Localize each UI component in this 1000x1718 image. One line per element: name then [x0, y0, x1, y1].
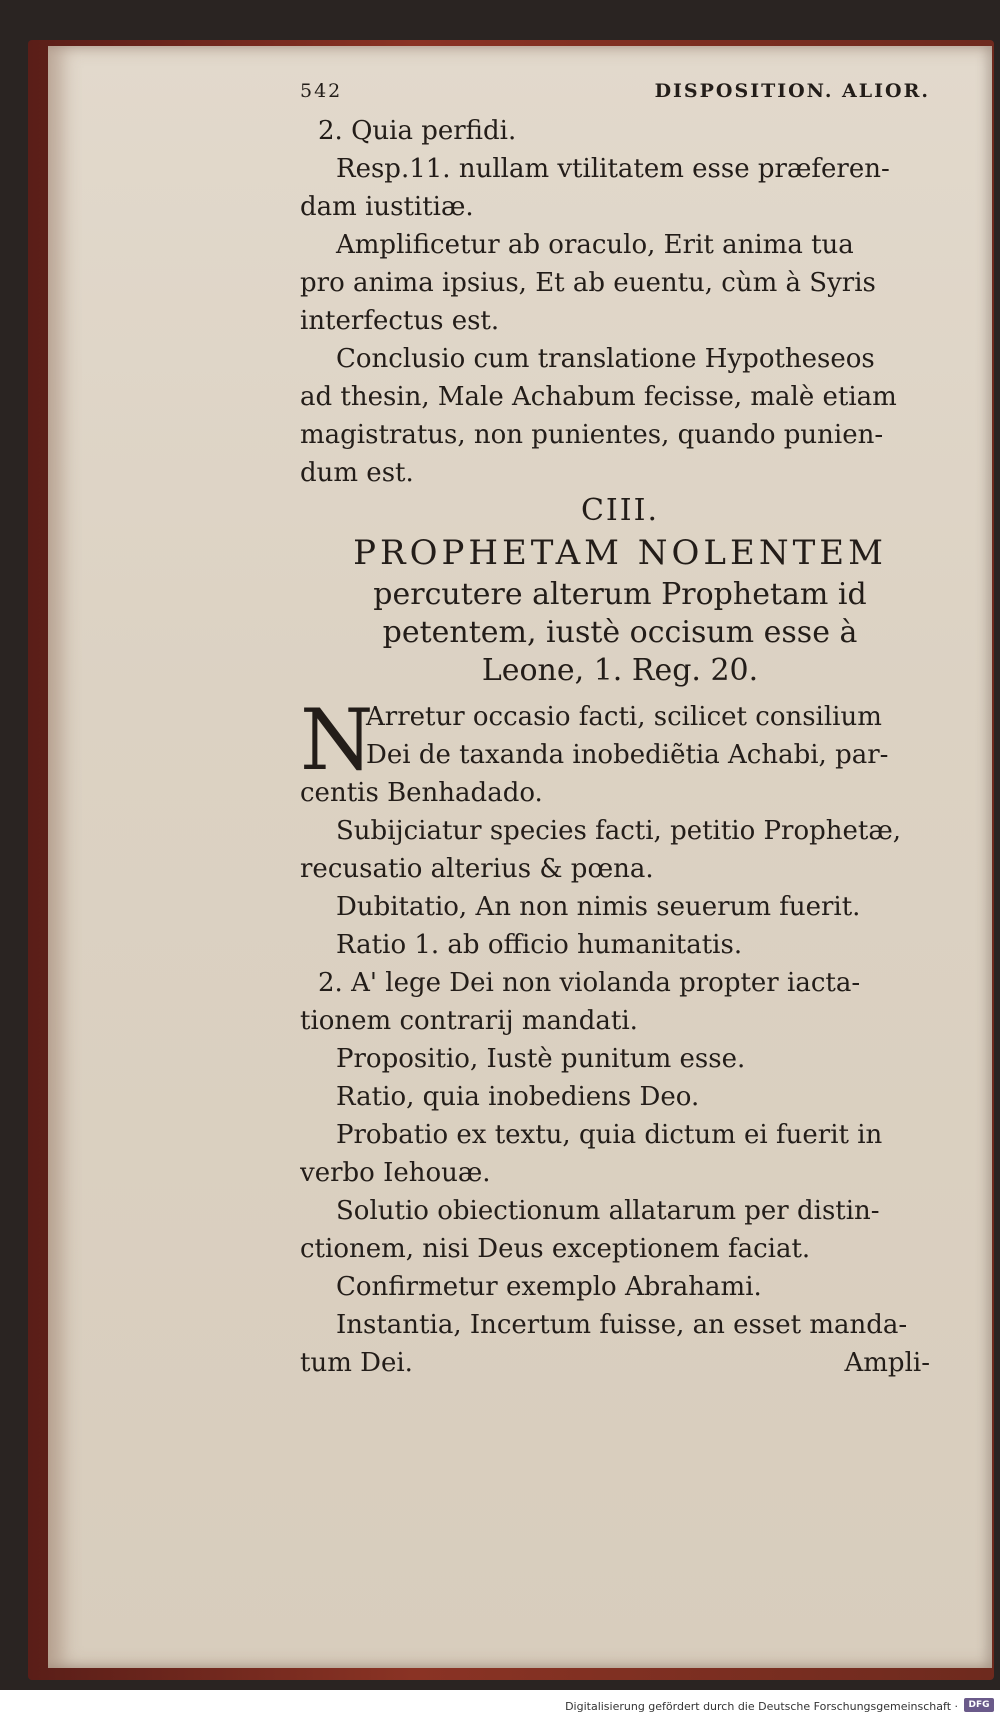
- section-title-line: Leone, 1. Reg. 20.: [481, 653, 759, 688]
- text-line: Probatio ex textu, quia dictum ei fuerit in: [336, 1120, 883, 1150]
- dfg-logo: DFG: [964, 1698, 994, 1712]
- last-line: [300, 1344, 940, 1382]
- text-line: Dei de taxanda inobediẽtia Achabi, par-: [366, 740, 889, 770]
- running-title: DISPOSITION. ALIOR.: [654, 80, 930, 102]
- text-line: Arretur occasio facti, scilicet consilium: [366, 702, 882, 732]
- text-line: magistratus, non punientes, quando punien-: [300, 420, 884, 450]
- running-header: [300, 80, 930, 106]
- text-line: Dubitatio, An non nimis seuerum fuerit.: [336, 892, 861, 922]
- text-line: pro anima ipsius, Et ab euentu, cùm à Syris: [300, 268, 876, 298]
- text-line: Amplificetur ab oraculo, Erit anima tua: [336, 230, 854, 260]
- text-line: recusatio alterius & pœna.: [300, 854, 654, 884]
- text-line: Propositio, Iustè punitum esse.: [336, 1044, 746, 1074]
- text-line: Subijciatur species facti, petitio Prophetæ,: [336, 816, 902, 846]
- section-number: CIII.: [580, 493, 660, 528]
- text-line: interfectus est.: [300, 306, 500, 336]
- drop-cap-initial: N: [300, 691, 374, 789]
- text-line: 2. Quia perfidi.: [318, 116, 517, 146]
- text-line: ad thesin, Male Achabum fecisse, malè etiam: [300, 382, 897, 412]
- page-number: 542: [300, 80, 343, 102]
- text-line: Confirmetur exemplo Abrahami.: [336, 1272, 762, 1302]
- digitization-footer: [0, 1694, 1000, 1718]
- section-title-line: PROPHETAM NOLENTEM: [353, 533, 887, 573]
- text-line: Solutio obiectionum allatarum per distin-: [336, 1196, 880, 1226]
- bottom-paragraphs: [300, 774, 940, 1344]
- footer-credit: Digitalisierung gefördert durch die Deutsche Forschungsgemeinschaft ·: [565, 1700, 958, 1713]
- section-title-line: petentem, iustè occisum esse à: [382, 615, 858, 650]
- text-line: Instantia, Incertum fuisse, an esset manda-: [336, 1310, 908, 1340]
- text-line: Ratio, quia inobediens Deo.: [336, 1082, 700, 1112]
- text-line: tionem contrarij mandati.: [300, 1006, 638, 1036]
- text-line: centis Benhadado.: [300, 778, 543, 808]
- text-line: dum est.: [300, 458, 414, 488]
- text-line: tum Dei.: [300, 1348, 413, 1378]
- section-title-line: percutere alterum Prophetam id: [373, 577, 867, 612]
- body-text: [300, 112, 940, 1382]
- text-line: 2. A' lege Dei non violanda propter iacta-: [318, 968, 861, 998]
- text-line: Resp.11. nullam vtilitatem esse præferen-: [336, 154, 890, 184]
- top-paragraphs: [300, 112, 940, 492]
- text-line: Conclusio cum translatione Hypotheseos: [336, 344, 875, 374]
- dropcap-paragraph: [300, 691, 940, 789]
- catchword: Ampli-: [844, 1348, 930, 1378]
- text-line: dam iustitiæ.: [300, 192, 474, 222]
- text-line: Ratio 1. ab officio humanitatis.: [336, 930, 743, 960]
- text-line: verbo Iehouæ.: [300, 1158, 491, 1188]
- text-line: ctionem, nisi Deus exceptionem faciat.: [300, 1234, 811, 1264]
